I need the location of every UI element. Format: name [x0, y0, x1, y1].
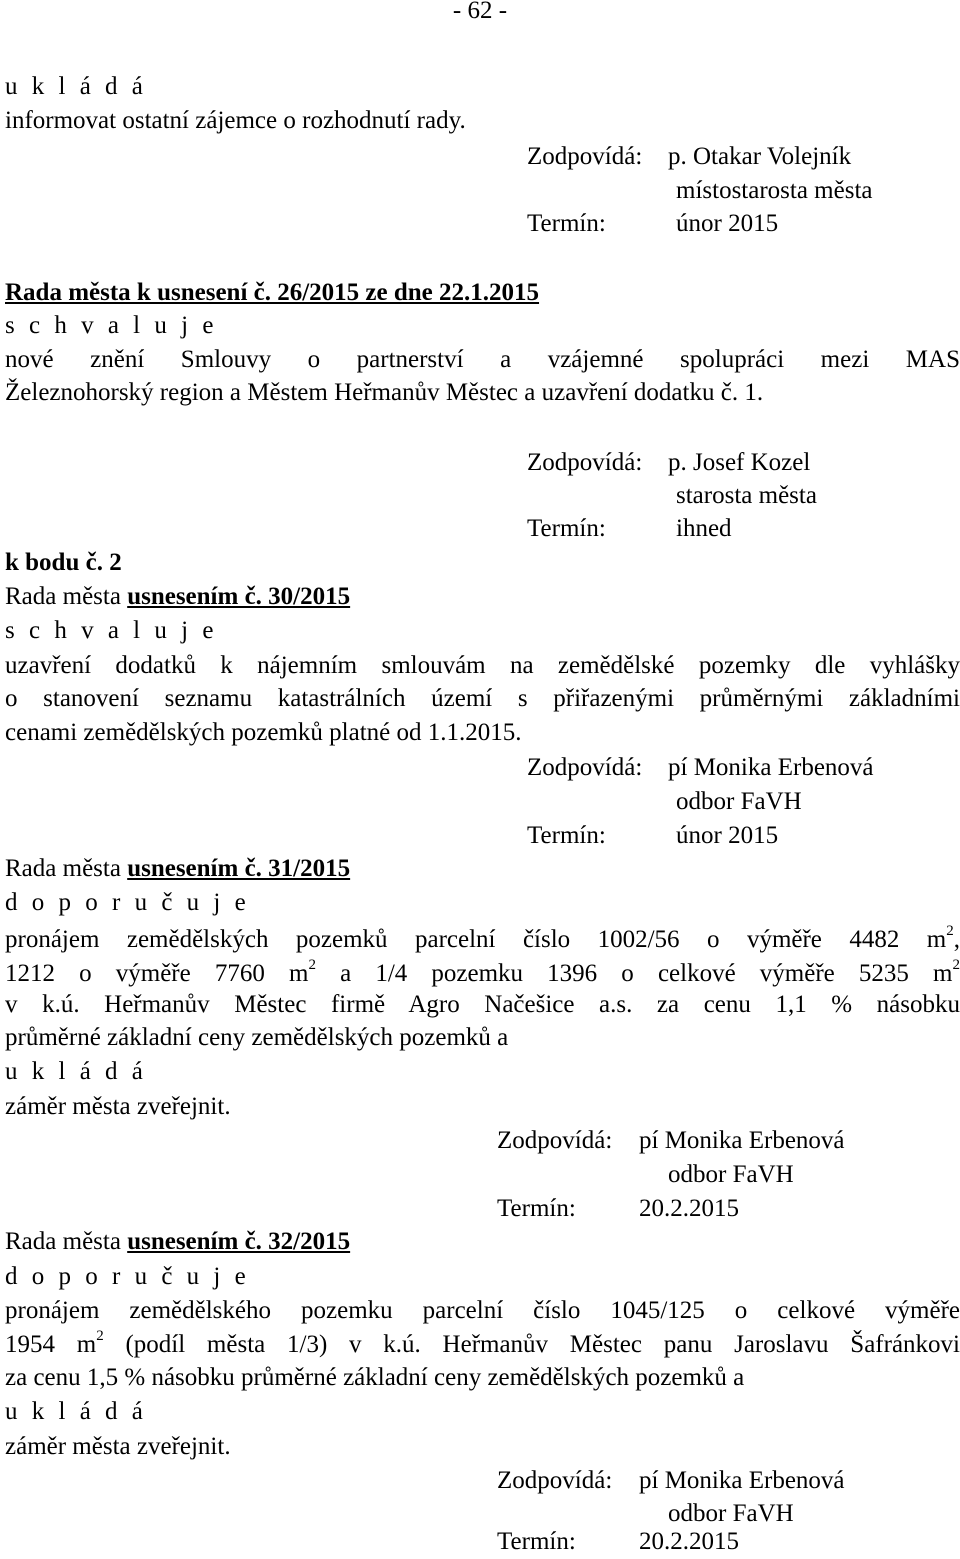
term-value: 20.2.2015 — [639, 1195, 739, 1222]
term-label: Termín: — [497, 1195, 576, 1222]
resolution-text-line: 1212 o výměře 7760 $m^2$ a 1/4 pozemku 1396 o celkové výměře 5235 $m^2$ — [5, 957, 960, 987]
resolution-text-line: v k.ú. Heřmanův Městec firmě Agro Načešice a.s. za cenu 1,1 % násobku — [5, 991, 960, 1018]
resolution-text-line: cenami zemědělských pozemků platné od 1.1.2015. — [5, 719, 522, 746]
resolution-text-line: záměr města zveřejnit. — [5, 1093, 231, 1120]
verb-uklada: u k l á d á — [5, 73, 147, 100]
resolution-text-line: uzavření dodatků k nájemním smlouvám na zemědělské pozemky dle vyhlášky — [5, 652, 960, 679]
term-value: únor 2015 — [676, 822, 779, 849]
responsible-label: Zodpovídá: — [527, 449, 643, 476]
responsible-name: p. Otakar Volejník — [668, 143, 852, 170]
term-label: Termín: — [527, 822, 606, 849]
resolution-text-line: za cenu 1,5 % násobku průměrné základní ceny zemědělských pozemků a — [5, 1364, 745, 1391]
verb-uklada: u k l á d á — [5, 1398, 147, 1425]
resolution-ref: usnesením č. 32/2015 — [127, 1228, 351, 1255]
resolution-text-line: průměrné základní ceny zemědělských pozemků a — [5, 1024, 509, 1051]
resolution-text-line: 1954 $m^2$ (podíl města 1/3) v k.ú. Heřmanův Městec panu Jaroslavu Šafránkovi — [5, 1328, 960, 1358]
responsible-label: Zodpovídá: — [527, 143, 643, 170]
term-label: Termín: — [527, 210, 606, 237]
resolution-heading — [5, 852, 350, 886]
resolution-text-line: o stanovení seznamu katastrálních území s přiřazenými průměrnými základními — [5, 685, 960, 712]
responsible-name: pí Monika Erbenová — [639, 1127, 845, 1154]
responsible-name: pí Monika Erbenová — [639, 1467, 845, 1494]
resolution-ref: usnesením č. 30/2015 — [127, 583, 351, 610]
agenda-item-heading: k bodu č. 2 — [5, 549, 122, 576]
responsible-label: Zodpovídá: — [527, 754, 643, 781]
resolution-heading: Rada města k usnesení č. 26/2015 ze dne 22.1.2015 — [5, 279, 540, 306]
resolution-text-line: nové znění Smlouvy o partnerství a vzájemné spolupráci mezi MAS — [5, 346, 960, 373]
responsible-role: odbor FaVH — [676, 788, 802, 815]
responsible-label: Zodpovídá: — [497, 1467, 613, 1494]
page-number: - 62 - — [452, 0, 508, 24]
responsible-role: odbor FaVH — [668, 1161, 794, 1188]
resolution-prefix: Rada města — [5, 1228, 121, 1255]
term-value: únor 2015 — [676, 210, 779, 237]
term-label: Termín: — [497, 1528, 576, 1555]
resolution-text-line: pronájem zemědělských pozemků parcelní číslo 1002/56 o výměře 4482 $m^2$, — [5, 923, 960, 953]
responsible-role: místostarosta města — [676, 177, 873, 204]
verb-uklada: u k l á d á — [5, 1058, 147, 1085]
responsible-name: pí Monika Erbenová — [668, 754, 874, 781]
resolution-text: informovat ostatní zájemce o rozhodnutí rady. — [5, 107, 466, 134]
responsible-name: p. Josef Kozel — [668, 449, 811, 476]
resolution-text-line: pronájem zemědělského pozemku parcelní číslo 1045/125 o celkové výměře — [5, 1297, 960, 1324]
verb-schvaluje: s c h v a l u j e — [5, 312, 218, 339]
verb-doporucuje: d o p o r u č u j e — [5, 1263, 250, 1290]
verb-doporucuje: d o p o r u č u j e — [5, 889, 250, 916]
term-label: Termín: — [527, 515, 606, 542]
term-value: ihned — [676, 515, 732, 542]
term-value: 20.2.2015 — [639, 1528, 739, 1555]
responsible-role: odbor FaVH — [668, 1500, 794, 1527]
responsible-role: starosta města — [676, 482, 817, 509]
resolution-text-line: záměr města zveřejnit. — [5, 1433, 231, 1460]
resolution-heading — [5, 1225, 350, 1259]
resolution-prefix: Rada města — [5, 583, 121, 610]
resolution-text-line: Železnohorský region a Městem Heřmanův Městec a uzavření dodatku č. 1. — [5, 379, 764, 406]
responsible-label: Zodpovídá: — [497, 1127, 613, 1154]
verb-schvaluje: s c h v a l u j e — [5, 617, 218, 644]
resolution-prefix: Rada města — [5, 855, 121, 882]
resolution-ref: usnesením č. 31/2015 — [127, 855, 351, 882]
resolution-heading — [5, 580, 350, 614]
